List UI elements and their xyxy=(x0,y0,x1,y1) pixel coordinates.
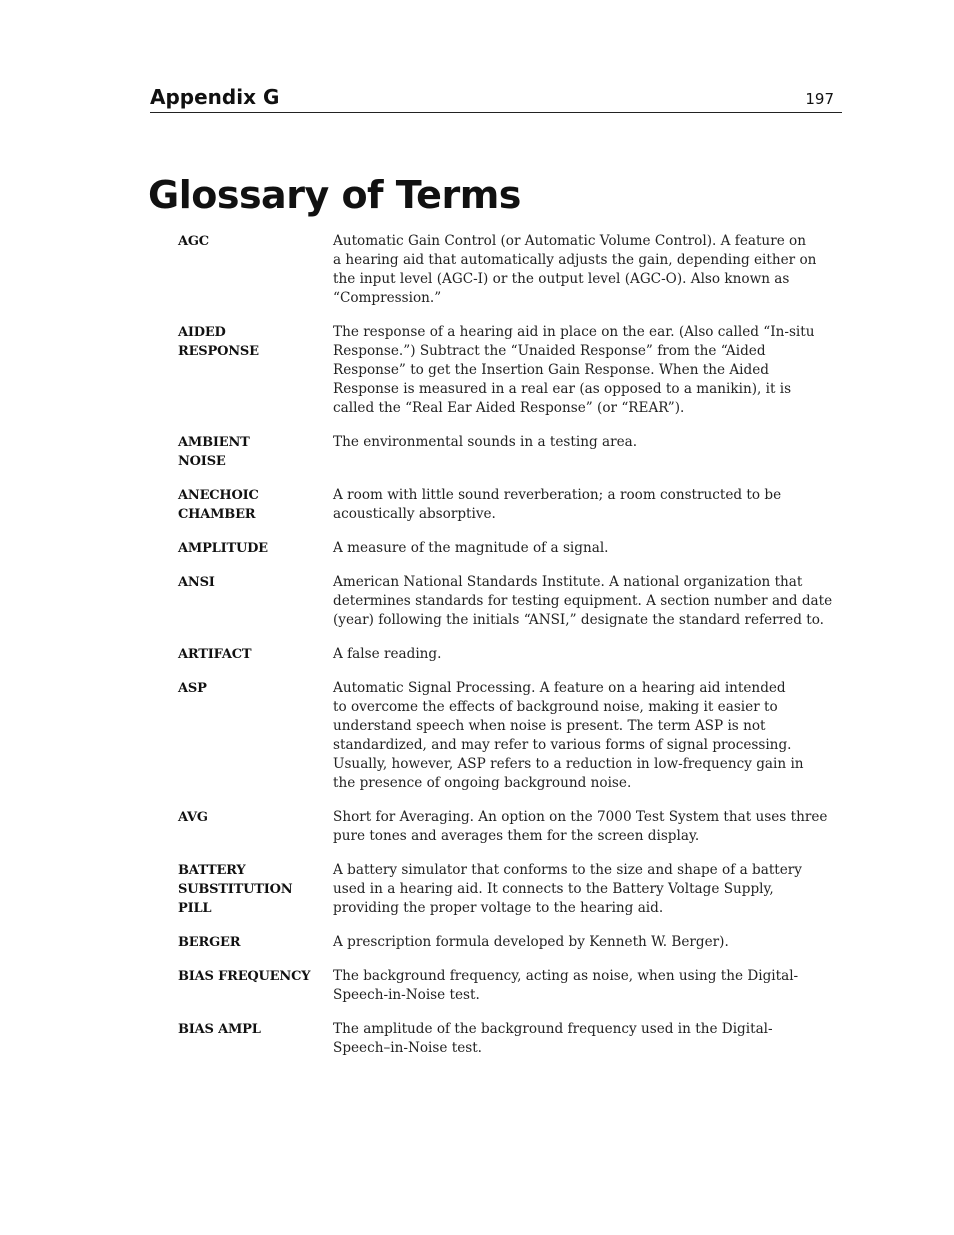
glossary-entry-berger xyxy=(178,933,846,952)
glossary-term: AMPLITUDE xyxy=(178,541,268,556)
glossary-entry-bias-ampl xyxy=(178,1020,846,1058)
glossary-term: AIDED RESPONSE xyxy=(178,325,259,359)
glossary-definition: A room with little sound reverberation; a room constructed to be acoustically absorptive. xyxy=(333,487,782,522)
glossary-definition: A battery simulator that conforms to the size and shape of a battery used in a hearing aid. It connects to the Battery Voltage Supply, providing the proper voltage to the hearing aid. xyxy=(333,862,802,916)
glossary-definition: Short for Averaging. An option on the 7000 Test System that uses three pure tones and averages them for the screen display. xyxy=(333,809,828,844)
glossary-definition: A measure of the magnitude of a signal. xyxy=(333,540,609,556)
glossary-definition: The response of a hearing aid in place on the ear. (Also called “In-situ Response.”) Subtract the “Unaided Response” from the “Aided Response” to get the Insertion Gain Response. When the Aided Response is measured in a real ear (as opposed to a manikin), it is called the “Real Ear Aided Response” (or “REAR”). xyxy=(333,324,815,416)
glossary-term: ANSI xyxy=(178,575,215,590)
page-number: 197 xyxy=(805,90,834,108)
glossary-term: BERGER xyxy=(178,935,241,950)
appendix-label: Appendix G xyxy=(150,85,280,109)
glossary-entry-ansi xyxy=(178,573,846,630)
glossary-entry-aided-response xyxy=(178,323,846,418)
glossary-entry-ambient-noise xyxy=(178,433,846,471)
glossary-definition: American National Standards Institute. A national organization that determines standards for testing equipment. A section number and date (year) following the initials “ANSI,” designate the standard referred to. xyxy=(333,574,833,628)
glossary-term: ASP xyxy=(178,681,207,696)
glossary-term: BATTERY SUBSTITUTION PILL xyxy=(178,863,293,916)
glossary-definition: The amplitude of the background frequency used in the Digital- Speech–in-Noise test. xyxy=(333,1021,773,1056)
glossary-entry-amplitude xyxy=(178,539,846,558)
glossary-definition: The environmental sounds in a testing area. xyxy=(333,434,638,450)
page-title: Glossary of Terms xyxy=(148,173,521,217)
glossary-entry-artifact xyxy=(178,645,846,664)
glossary-definition: Automatic Gain Control (or Automatic Volume Control). A feature on a hearing aid that automatically adjusts the gain, depending either on the input level (AGC-I) or the output level (AGC-O). Also known as “Compression.” xyxy=(333,233,817,306)
glossary-term: BIAS FREQUENCY xyxy=(178,969,311,984)
glossary-term: ARTIFACT xyxy=(178,647,252,662)
glossary-entry-bias-frequency xyxy=(178,967,846,1005)
glossary-definition: Automatic Signal Processing. A feature on a hearing aid intended to overcome the effects of background noise, making it easier to understand speech when noise is present. The term ASP is not standardized, and may refer to various forms of signal processing. Usually, however, ASP refers to a reduction in low-frequency gain in the presence of ongoing background noise. xyxy=(333,680,804,791)
running-header xyxy=(150,84,842,113)
glossary-term: AGC xyxy=(178,234,209,249)
glossary-entry-battery-substitution-pill xyxy=(178,861,846,918)
glossary-definition: A prescription formula developed by Kenneth W. Berger). xyxy=(333,934,729,950)
glossary-entry-agc xyxy=(178,232,846,308)
glossary-entry-anechoic-chamber xyxy=(178,486,846,524)
glossary-entry-asp xyxy=(178,679,846,793)
glossary-definition: A false reading. xyxy=(333,646,442,662)
glossary-term: BIAS AMPL xyxy=(178,1022,261,1037)
glossary-definition: The background frequency, acting as noise, when using the Digital- Speech-in-Noise test. xyxy=(333,968,799,1003)
glossary-term: AMBIENT NOISE xyxy=(178,435,250,469)
glossary-term: ANECHOIC CHAMBER xyxy=(178,488,259,522)
glossary-entry-avg xyxy=(178,808,846,846)
glossary-term: AVG xyxy=(178,810,208,825)
glossary-list xyxy=(178,232,846,1073)
